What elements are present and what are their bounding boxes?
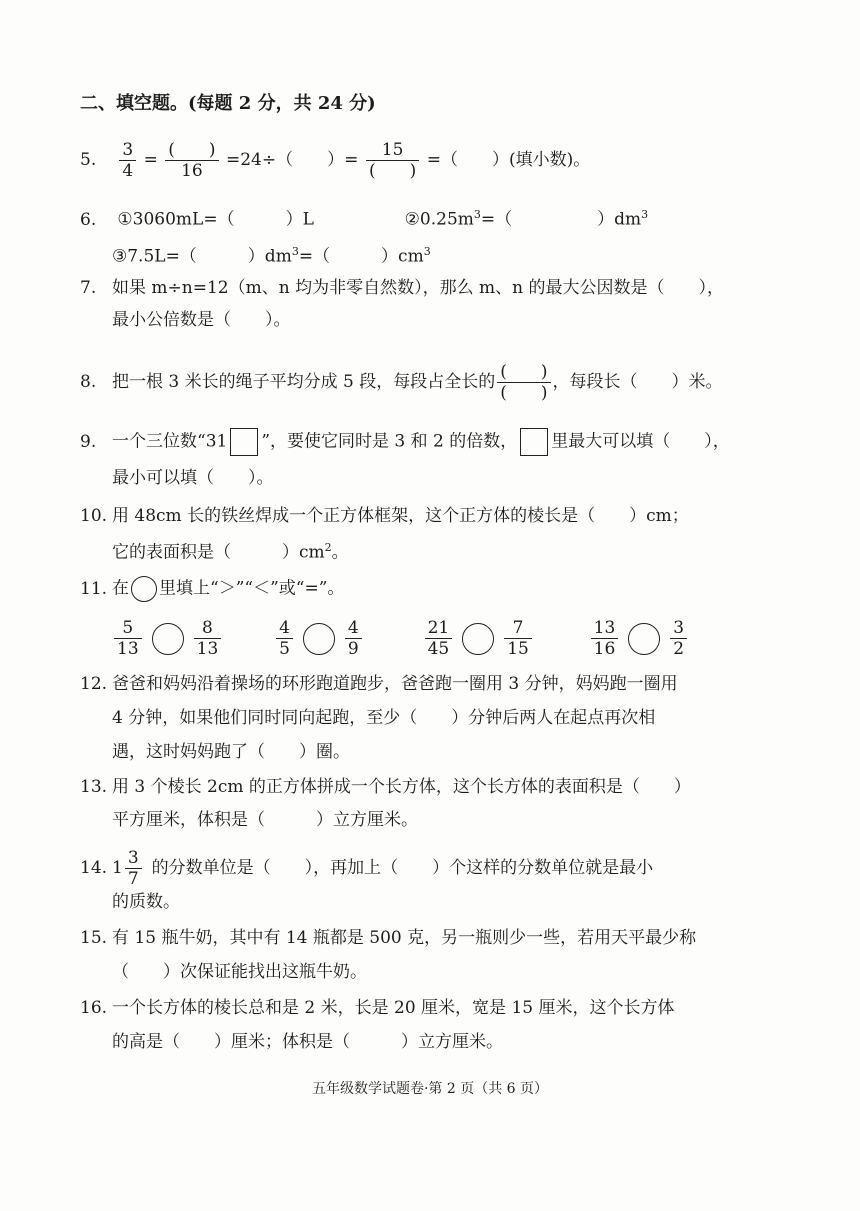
question-11-comparisons	[112, 618, 689, 659]
superscript: 2	[324, 541, 332, 554]
question-text: 爸爸和妈妈沿着操场的环形跑道跑步，爸爸跑一圈用 3 分钟，妈妈跑一圈用	[112, 674, 678, 694]
question-13	[80, 775, 691, 799]
question-text: 里填上“＞”“＜”或“=”。	[159, 578, 345, 599]
question-text: 在	[112, 578, 129, 599]
question-number: 16.	[80, 998, 108, 1018]
question-5	[80, 140, 590, 181]
mixed-number-whole: 1	[112, 858, 123, 878]
question-14-line-2: 的质数。	[112, 892, 180, 912]
question-text: ①3060mL=（ ）L	[117, 209, 314, 230]
question-number: 8.	[80, 372, 97, 392]
question-number: 7.	[80, 278, 97, 298]
circle-blank	[462, 623, 494, 655]
section-title: 二、填空题。(每题 2 分，共 24 分)	[80, 93, 376, 114]
superscript: 3	[423, 245, 431, 258]
fraction: $\frac{4}{5}$	[276, 618, 293, 659]
question-15-line-2: （ ）次保证能找出这瓶牛奶。	[112, 962, 367, 982]
blank-box	[230, 428, 258, 456]
question-12	[80, 672, 678, 696]
question-16-line-2: 的高是（ ）厘米；体积是（ ）立方厘米。	[112, 1032, 503, 1052]
circle-blank	[131, 576, 157, 602]
question-10	[80, 504, 689, 528]
question-text: 。	[331, 542, 349, 563]
question-9-line-2: 最小可以填（ ）。	[112, 468, 274, 488]
question-16	[80, 996, 675, 1020]
expression-text: =（ ）(填小数)。	[426, 150, 591, 170]
fraction: $\frac{7}{15}$	[504, 618, 532, 659]
fraction: $\frac{( )}{( )}$	[497, 362, 550, 403]
fraction: $\frac{3}{4}$	[119, 140, 136, 181]
question-number: 5.	[80, 150, 97, 170]
question-13-line-2: 平方厘米，体积是（ ）立方厘米。	[112, 810, 418, 830]
question-text: 一个长方体的棱长总和是 2 米，长是 20 厘米，宽是 15 厘米，这个长方体	[112, 998, 675, 1018]
page-footer: 五年级数学试题卷·第 2 页（共 6 页）	[311, 1081, 549, 1097]
fraction: $\frac{5}{13}$	[114, 618, 142, 659]
question-text: ”，要使它同时是 3 和 2 的倍数，	[261, 431, 518, 452]
question-7	[80, 276, 724, 300]
question-text: ②0.25m	[404, 209, 474, 230]
circle-blank	[303, 623, 335, 655]
blank-box	[520, 428, 548, 456]
question-text: 把一根 3 米长的绳子平均分成 5 段，每段占全长的	[112, 372, 496, 392]
question-6-line-2	[112, 240, 431, 269]
question-number: 14.	[80, 858, 108, 878]
question-15	[80, 926, 696, 950]
comparison-pair	[274, 618, 369, 659]
question-text: 用 48cm 长的铁丝焊成一个正方体框架，这个正方体的棱长是（ ）cm；	[112, 506, 689, 526]
question-text: 里最大可以填（ ），	[551, 431, 730, 452]
expression-text: =24÷（ ）=	[225, 150, 359, 170]
fraction: $\frac{13}{16}$	[591, 618, 619, 659]
question-text: 用 3 个棱长 2cm 的正方体拼成一个长方体，这个长方体的表面积是（ ）	[112, 777, 691, 797]
question-text: 有 15 瓶牛奶，其中有 14 瓶都是 500 克，另一瓶则少一些，若用天平最少称	[112, 928, 697, 948]
question-text: 一个三位数“31	[112, 431, 228, 452]
comparison-pair	[589, 618, 689, 659]
question-number: 6.	[80, 209, 97, 230]
question-11	[80, 576, 344, 602]
question-number: 11.	[80, 578, 108, 599]
equals-sign: =	[143, 150, 158, 170]
fraction: $\frac{8}{13}$	[194, 618, 222, 659]
circle-blank	[152, 623, 184, 655]
question-8	[80, 362, 723, 403]
question-14	[80, 848, 653, 889]
question-text: 如果 m÷n=12（m、n 均为非零自然数），那么 m、n 的最大公因数是（ ），	[112, 278, 724, 298]
comparison-pair	[423, 618, 540, 659]
question-number: 13.	[80, 777, 108, 797]
question-10-line-2	[112, 536, 349, 565]
question-text: 的分数单位是（ ），再加上（ ）个这样的分数单位就是最小	[151, 858, 654, 878]
question-number: 15.	[80, 928, 108, 948]
superscript: 3	[291, 245, 299, 258]
fraction: $\frac{3}{2}$	[670, 618, 687, 659]
question-number: 12.	[80, 674, 108, 694]
question-text: =（ ）dm	[480, 209, 642, 230]
comparison-pair	[112, 618, 229, 659]
question-number: 10.	[80, 506, 108, 526]
circle-blank	[628, 623, 660, 655]
question-text: =（ ）cm	[298, 246, 424, 267]
superscript: 3	[641, 208, 649, 221]
question-7-line-2: 最小公倍数是（ ）。	[112, 310, 291, 330]
question-number: 9.	[80, 431, 97, 452]
fraction: $\frac{( )}{16}$	[165, 140, 218, 181]
question-text: ，每段长（ ）米。	[552, 372, 723, 392]
question-12-line-2: 4 分钟，如果他们同时同向起跑，至少（ ）分钟后两人在起点再次相	[112, 708, 656, 728]
question-6	[80, 203, 648, 232]
question-9	[80, 428, 730, 456]
fraction: $\frac{4}{9}$	[345, 618, 362, 659]
question-text: 它的表面积是（ ）cm	[112, 542, 325, 563]
fraction: $\frac{3}{7}$	[125, 848, 142, 889]
superscript: 3	[473, 208, 481, 221]
fraction: $\frac{15}{( )}$	[366, 140, 420, 181]
fraction: $\frac{21}{45}$	[425, 618, 453, 659]
question-text: ③7.5L=（ ）dm	[112, 246, 292, 267]
question-12-line-3: 遇，这时妈妈跑了（ ）圈。	[112, 742, 350, 762]
